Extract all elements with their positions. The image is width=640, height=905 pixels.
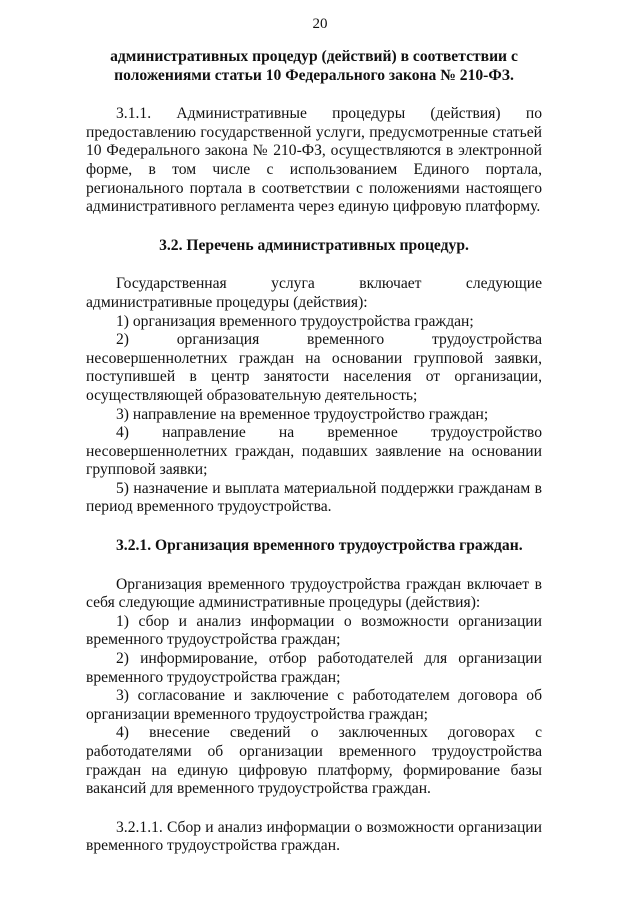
section-3-2-title: 3.2. Перечень административных процедур. (159, 236, 469, 254)
paragraph-3-1-1: 3.1.1. Административные процедуры (действия) по предоставлению государственной услуги, предусмотренные статьей 10 Федерального закона № 210-ФЗ, осуществляются в электронной форме, в том числе с использованием Единого портала, регионального портала в соответствии с положениями настоящего административного регламента через единую цифровую платформу. (86, 105, 542, 216)
section-3-2-1-item-1: 1) сбор и анализ информации о возможности организации временного трудоустройства граждан; (86, 612, 542, 649)
top-heading-line-2: положениями статьи 10 Федерального закона № 210-ФЗ. (114, 66, 514, 84)
section-3-2-1-item-3: 3) согласование и заключение с работодателем договора об организации временного трудоустройства граждан; (86, 687, 542, 723)
section-3-2-item-4: 4) направление на временное трудоустройство несовершеннолетних граждан, подавших заявление на основании групповой заявки; (86, 424, 542, 479)
section-3-2-intro: Государственная услуга включает следующие административные процедуры (действия): (86, 275, 542, 311)
section-3-2-item-2: 2) организация временного трудоустройства несовершеннолетних граждан на основании групповой заявки, поступившей в центр занятости населения от организации, осуществляющей образовательную деятельность; (86, 331, 542, 404)
paragraph-3-2-1-1: 3.2.1.1. Сбор и анализ информации о возможности организации временного трудоустройства граждан. (86, 818, 542, 855)
section-3-2-item-5: 5) назначение и выплата материальной поддержки гражданам в период временного трудоустройства. (86, 479, 542, 516)
section-3-2-1-item-2: 2) информирование, отбор работодателей для организации временного трудоустройства граждан; (86, 650, 542, 686)
section-3-2-1-title: 3.2.1. Организация временного трудоустройства граждан. (116, 537, 523, 555)
section-3-2-item-3: 3) направление на временное трудоустройство граждан; (116, 405, 489, 423)
page-number: 20 (312, 16, 328, 32)
top-heading (86, 48, 542, 85)
top-heading-line-1: административных процедур (действий) в соответствии с (110, 48, 518, 65)
section-3-2-item-1: 1) организация временного трудоустройства граждан; (116, 312, 474, 330)
section-3-2-1-intro: Организация временного трудоустройства граждан включает в себя следующие административные процедуры (действия): (86, 575, 542, 612)
section-3-2-1-item-4: 4) внесение сведений о заключенных договорах с работодателями об организации временного трудоустройства граждан на единую цифровую платформу, формирование базы вакансий для временного трудоустройства граждан. (86, 724, 542, 798)
document-body (86, 48, 542, 856)
